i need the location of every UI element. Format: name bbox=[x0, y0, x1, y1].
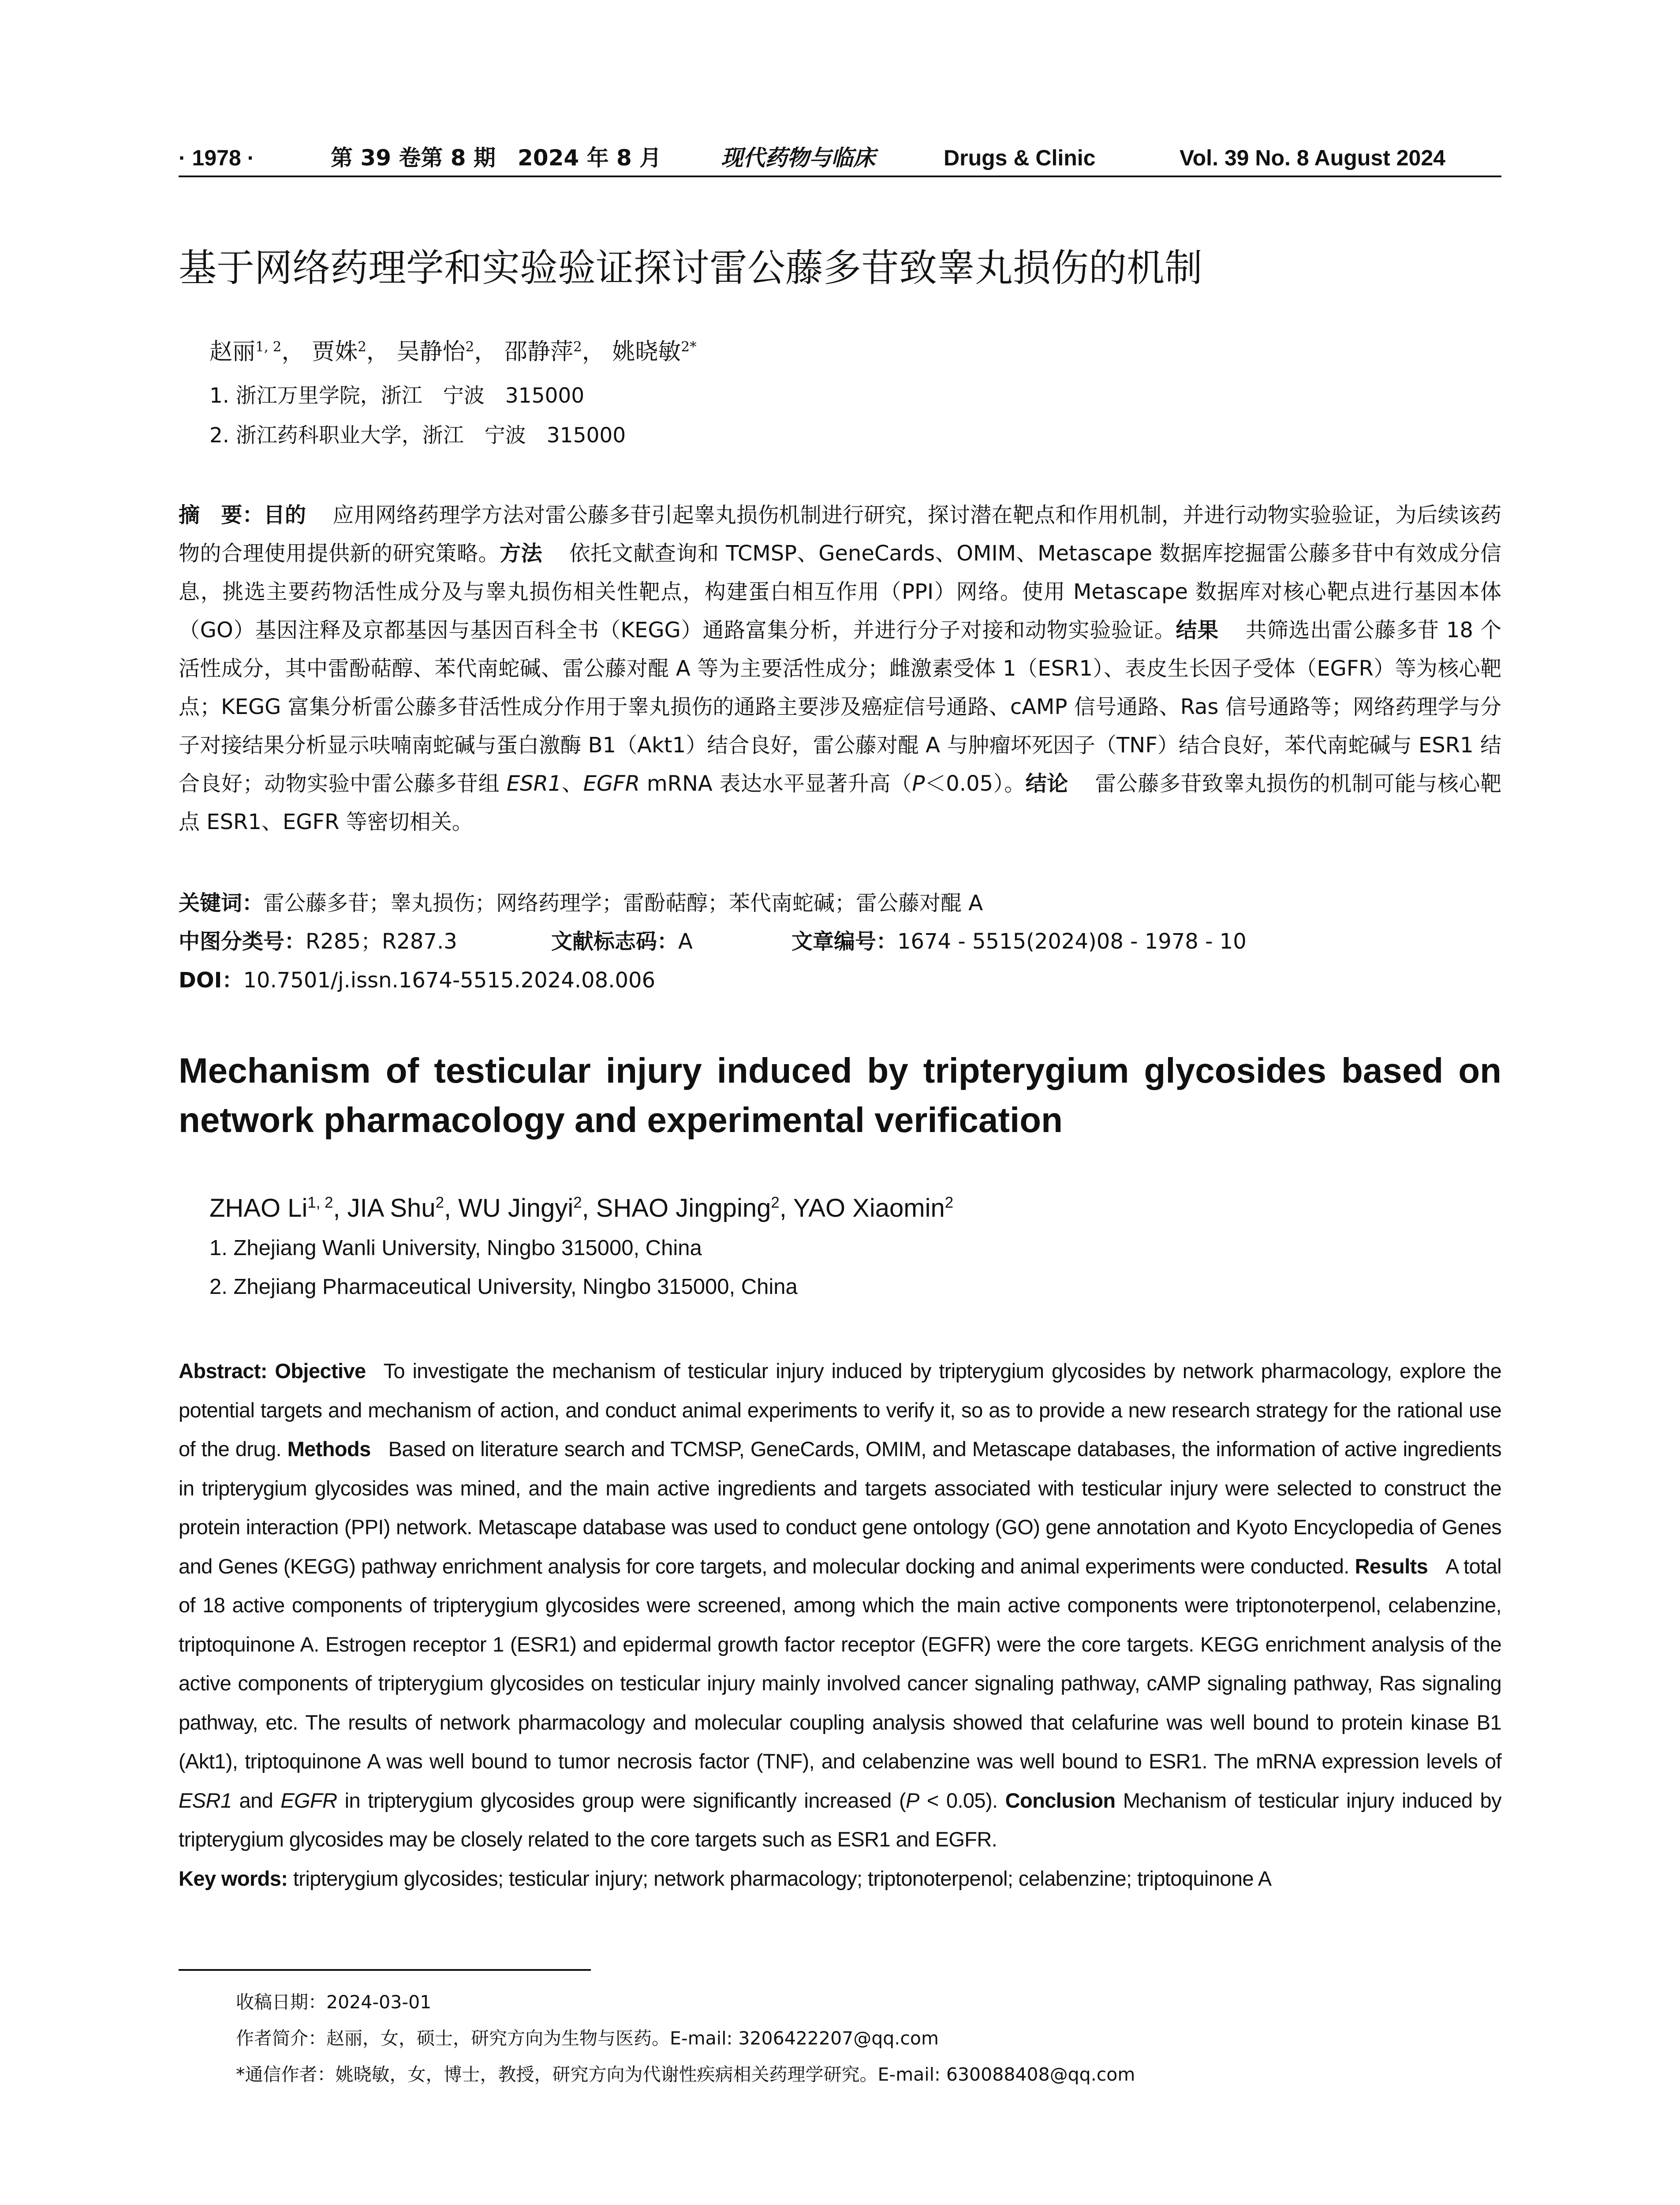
page-number: · 1978 · bbox=[179, 146, 255, 170]
en-author-separator: , bbox=[582, 1194, 596, 1222]
en-results-text: in tripterygium glycosides group were significantly increased ( bbox=[337, 1788, 906, 1812]
en-author-affil-mark: 2 bbox=[771, 1194, 780, 1211]
footnote-corresponding-author: *通信作者：姚晓敏，女，博士，教授，研究方向为代谢性疾病相关药理学研究。E-mail: 630088408@qq.com bbox=[236, 2064, 1135, 2085]
en-gene-name: ESR1 bbox=[179, 1788, 232, 1812]
en-keywords-label: Key words: bbox=[179, 1866, 288, 1890]
en-results-label: Results bbox=[1355, 1554, 1428, 1578]
en-p-value-label: P bbox=[906, 1788, 919, 1812]
cn-results-text: 共筛选出雷公藤多苷 18 个活性成分，其中雷酚萜醇、苯代南蛇碱、雷公藤对醌 A 等为主要活性成分；雌激素受体 1（ESR1）、表皮生长因子受体（EGFR）等为核心靶点；KEGG 富集分析雷公藤多苷活性成分作用于睾丸损伤的通路主要涉及癌症信号通路、cAMP 信号通路、Ras 信号通路等；网络药理学与分子对接结果分析显示呋喃南蛇碱与蛋白激酶 B1（Akt1）结合良好，雷公藤对醌 A 与肿瘤坏死因子（TNF）结合良好，苯代南蛇碱与 ESR1 结合良好；动物实验中雷公藤多苷组 bbox=[179, 618, 1501, 796]
cn-author: 赵丽 bbox=[209, 339, 256, 365]
cn-results-text: ＜0.05）。 bbox=[925, 771, 1026, 796]
cn-author-affil-mark: 2 bbox=[465, 339, 474, 355]
en-title: Mechanism of testicular injury induced by tripterygium glycosides based on network pharmacology and experimental verification bbox=[179, 1051, 1501, 1140]
cn-gene-name: EGFR bbox=[583, 771, 640, 796]
en-gene-name: EGFR bbox=[280, 1788, 337, 1812]
en-affiliation: 1. Zhejiang Wanli University, Ningbo 315000, China bbox=[209, 1236, 702, 1260]
cn-results-text: mRNA 表达水平显著升高（ bbox=[640, 771, 912, 796]
en-author-separator: , bbox=[444, 1194, 459, 1222]
journal-name-en: Drugs & Clinic bbox=[944, 146, 1096, 170]
cn-abstract-label: 摘 要： bbox=[179, 503, 264, 527]
cn-author: 邵静萍 bbox=[504, 339, 573, 365]
en-methods-text: Based on literature search and TCMSP, GeneCards, OMIM, and Metascape databases, the information of active ingredients in tripterygium glycosides was mined, and the main active ingredients and targets associated with testicular injury were selected to construct the protein interaction (PPI) network. Metascape database was used to conduct gene ontology (GO) gene annotation and Kyoto Encyclopedia of Genes and Genes (KEGG) pathway enrichment analysis for core targets, and molecular docking and animal experiments were conducted. bbox=[179, 1437, 1502, 1578]
clc-label: 中图分类号： bbox=[179, 929, 306, 954]
en-author-separator: , bbox=[779, 1194, 793, 1222]
cn-p-value-label: P bbox=[912, 771, 925, 796]
clc-value: R285；R287.3 bbox=[306, 929, 457, 954]
en-author: WU Jingyi bbox=[458, 1194, 574, 1222]
cn-objective-label: 目的 bbox=[263, 503, 306, 527]
cn-results-label: 结果 bbox=[1176, 618, 1219, 643]
en-abstract-label: Abstract: Objective bbox=[179, 1359, 366, 1383]
en-author: SHAO Jingping bbox=[596, 1194, 771, 1222]
cn-keywords bbox=[179, 884, 1501, 923]
cn-objective-text: 应用网络药理学方法对雷公藤多苷引起睾丸损伤机制进行研究，探讨潜在靶点和作用机制，并进行动物实验验证，为后续该药物的合理使用提供新的研究策略。 bbox=[179, 503, 1501, 566]
en-author-affil-mark: 2 bbox=[573, 1194, 582, 1211]
cn-author-affil-mark: 2* bbox=[681, 339, 697, 355]
cn-abstract bbox=[179, 496, 1501, 841]
cn-author: 吴静怡 bbox=[396, 339, 466, 365]
en-abstract bbox=[179, 1352, 1501, 1898]
doi-value: 10.7501/j.issn.1674-5515.2024.08.006 bbox=[243, 968, 656, 993]
en-affiliation: 2. Zhejiang Pharmaceutical University, Ningbo 315000, China bbox=[209, 1275, 798, 1299]
cn-author-affil-mark: 1, 2 bbox=[255, 339, 282, 355]
footnote-rule bbox=[179, 1969, 591, 1971]
cn-conclusion-label: 结论 bbox=[1025, 771, 1068, 796]
cn-affiliation: 1. 浙江万里学院，浙江 宁波 315000 bbox=[209, 384, 585, 408]
cn-title: 基于网络药理学和实验验证探讨雷公藤多苷致睾丸损伤的机制 bbox=[179, 246, 1202, 290]
en-objective-text: To investigate the mechanism of testicular injury induced by tripterygium glycosides by network pharmacology, explore the potential targets and mechanism of action, and conduct animal experiments to verify it, so as to provide a new research strategy for the rational use of the drug. bbox=[179, 1359, 1501, 1461]
doc-code-label: 文献标志码： bbox=[551, 929, 679, 954]
en-author-list bbox=[209, 1191, 1488, 1226]
cn-gene-name: ESR1 bbox=[506, 771, 562, 796]
doc-code-value: A bbox=[678, 929, 693, 954]
doi-line bbox=[179, 961, 1501, 1000]
en-author-affil-mark: 1, 2 bbox=[307, 1194, 333, 1211]
en-author: ZHAO Li bbox=[209, 1194, 308, 1222]
article-no-label: 文章编号： bbox=[791, 929, 898, 954]
cn-keywords-label: 关键词： bbox=[179, 891, 264, 916]
journal-name-cn: 现代药物与临床 bbox=[721, 145, 875, 171]
en-conclusion-text: Mechanism of testicular injury induced by tripterygium glycosides may be closely related to the core targets such as ESR1 and EGFR. bbox=[179, 1788, 1501, 1851]
en-author: YAO Xiaomin bbox=[793, 1194, 945, 1222]
cn-author: 姚晓敏 bbox=[612, 339, 681, 365]
cn-author-affil-mark: 2 bbox=[573, 339, 582, 355]
cn-gene-separator: 、 bbox=[561, 771, 583, 796]
en-conclusion-label: Conclusion bbox=[1005, 1788, 1116, 1812]
cn-methods-label: 方法 bbox=[500, 541, 543, 566]
header-rule bbox=[179, 176, 1501, 177]
en-results-text: < 0.05). bbox=[919, 1788, 998, 1812]
en-methods-label: Methods bbox=[287, 1437, 371, 1461]
cn-author-list: 赵丽$^{1, 2}$， 贾姝$^2$， 吴静怡$^2$， 邵静萍$^2$， 姚晓敏$^{2*}$ bbox=[209, 339, 697, 365]
cn-author: 贾姝 bbox=[312, 339, 358, 365]
cn-affiliation: 2. 浙江药科职业大学，浙江 宁波 315000 bbox=[209, 423, 626, 448]
issue-en: Vol. 39 No. 8 August 2024 bbox=[1180, 146, 1445, 170]
cn-keywords-text: 雷公藤多苷；睾丸损伤；网络药理学；雷酚萜醇；苯代南蛇碱；雷公藤对醌 A bbox=[263, 891, 983, 916]
cn-methods-text: 依托文献查询和 TCMSP、GeneCards、OMIM、Metascape 数据库挖掘雷公藤多苷中有效成分信息，挑选主要药物活性成分及与睾丸损伤相关性靶点，构建蛋白相互作用（PPI）网络。使用 Metascape 数据库对核心靶点进行基因本体（GO）基因注释及京都基因与基因百科全书（KEGG）通路富集分析，并进行分子对接和动物实验验证。 bbox=[179, 541, 1501, 643]
footnote-received: 收稿日期：2024-03-01 bbox=[236, 1992, 432, 2013]
running-header bbox=[179, 140, 1501, 176]
en-keywords-text: tripterygium glycosides; testicular injury; network pharmacology; triptonoterpenol; celabenzine; triptoquinone A bbox=[293, 1866, 1272, 1890]
en-author-affil-mark: 2 bbox=[435, 1194, 444, 1211]
en-author-affil-mark: 2 bbox=[945, 1194, 954, 1211]
cn-author-affil-mark: 2 bbox=[358, 339, 366, 355]
issue-cn: 第 39 卷第 8 期 2024 年 8 月 bbox=[331, 145, 662, 171]
cn-conclusion-text: 雷公藤多苷致睾丸损伤的机制可能与核心靶点 ESR1、EGFR 等密切相关。 bbox=[179, 771, 1501, 834]
cn-classification bbox=[179, 923, 1501, 961]
doi-label: DOI： bbox=[179, 968, 243, 993]
en-author-separator: , bbox=[333, 1194, 347, 1222]
en-gene-separator: and bbox=[231, 1788, 281, 1812]
en-results-text: A total of 18 active components of tripterygium glycosides were screened, among which the main active components were triptonoterpenol, celabenzine, triptoquinone A. Estrogen receptor 1 (ESR1) and epidermal growth factor receptor (EGFR) were the core targets. KEGG enrichment analysis of the active components of tripterygium glycosides on testicular injury mainly involved cancer signaling pathway, cAMP signaling pathway, Ras signaling pathway, etc. The results of network pharmacology and molecular coupling analysis showed that celafurine was well bound to protein kinase B1 (Akt1), triptoquinone A was well bound to tumor necrosis factor (TNF), and celabenzine was well bound to ESR1. The mRNA expression levels of bbox=[179, 1554, 1502, 1773]
article-no-value: 1674 - 5515(2024)08 - 1978 - 10 bbox=[897, 929, 1247, 954]
en-author: JIA Shu bbox=[347, 1194, 436, 1222]
footnote-author-bio: 作者简介：赵丽，女，硕士，研究方向为生物与医药。E-mail: 3206422207@qq.com bbox=[236, 2028, 939, 2049]
